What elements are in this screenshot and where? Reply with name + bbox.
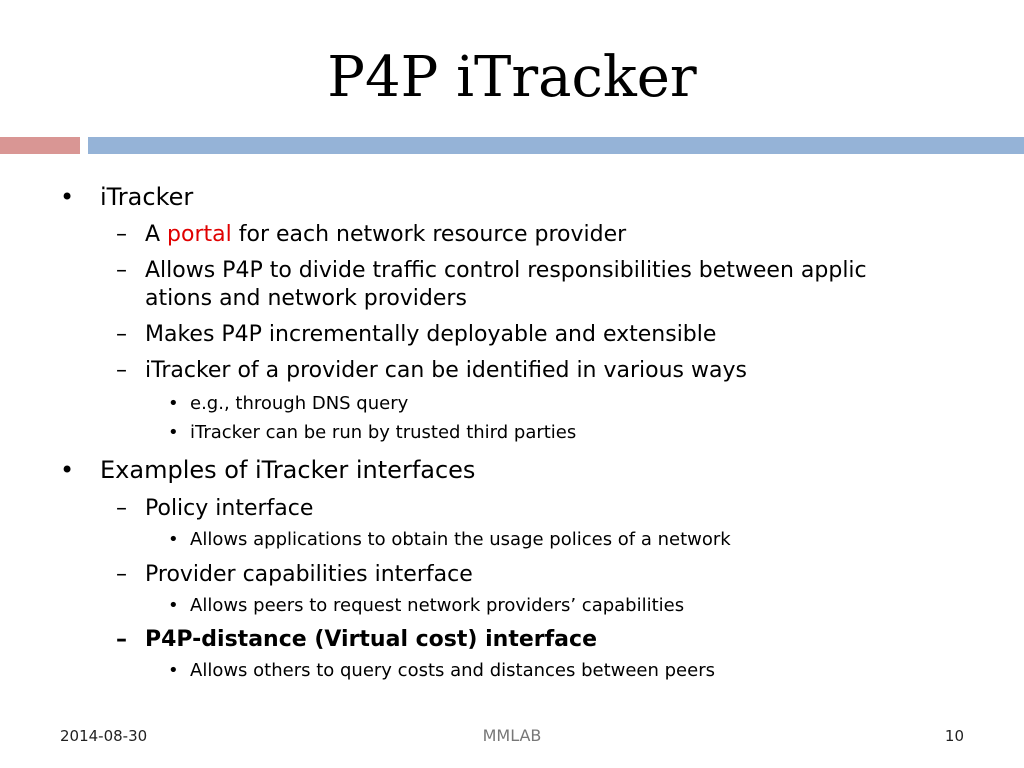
footer-date: 2014-08-30 xyxy=(60,727,148,745)
sub-bullet-marker: • xyxy=(168,529,179,550)
dash-marker: – xyxy=(116,322,127,347)
sub-bullet-marker: • xyxy=(168,660,179,681)
bullet-marker: • xyxy=(60,183,75,211)
dash-marker: – xyxy=(116,627,127,652)
bullet-marker: • xyxy=(60,456,75,484)
sub-bullet-marker: • xyxy=(168,393,179,414)
bullet-itracker: iTracker xyxy=(100,183,194,211)
bullet-portal xyxy=(145,220,626,250)
portal-highlight: portal xyxy=(167,222,232,247)
page-number: 10 xyxy=(944,727,964,745)
sub-bullet-dns: e.g., through DNS query xyxy=(190,393,409,414)
dash-marker: – xyxy=(116,496,127,521)
bullet-identified: iTracker of a provider can be identified in various ways xyxy=(145,358,747,383)
bullet-divide-traffic-line2: ations and network providers xyxy=(145,286,467,311)
dash-marker: – xyxy=(116,222,127,247)
sub-bullet-usage-polices: Allows applications to obtain the usage polices of a network xyxy=(190,529,731,550)
dash-marker: – xyxy=(116,258,127,283)
sub-bullet-query-costs: Allows others to query costs and distances between peers xyxy=(190,660,715,681)
sub-bullet-third-parties: iTracker can be run by trusted third parties xyxy=(190,422,577,443)
dash-marker: – xyxy=(116,562,127,587)
sub-bullet-request-capabilities: Allows peers to request network providers’ capabilities xyxy=(190,595,685,616)
footer-label: MMLAB xyxy=(482,726,542,745)
bullet-policy-interface: Policy interface xyxy=(145,496,314,521)
slide-title: P4P iTracker xyxy=(327,45,697,110)
bullet-p4p-distance: P4P-distance (Virtual cost) interface xyxy=(145,627,597,652)
bullet-divide-traffic-line1: Allows P4P to divide traffic control responsibilities between applic xyxy=(145,258,867,283)
bullet-deployable: Makes P4P incrementally deployable and extensible xyxy=(145,322,717,347)
bullet-portal-pre: A xyxy=(145,222,168,247)
bullet-examples: Examples of iTracker interfaces xyxy=(100,456,476,484)
dash-marker: – xyxy=(116,358,127,383)
sub-bullet-marker: • xyxy=(168,595,179,616)
bullet-portal-post: for each network resource provider xyxy=(231,222,627,247)
sub-bullet-marker: • xyxy=(168,422,179,443)
bullet-provider-capabilities: Provider capabilities interface xyxy=(145,562,473,587)
